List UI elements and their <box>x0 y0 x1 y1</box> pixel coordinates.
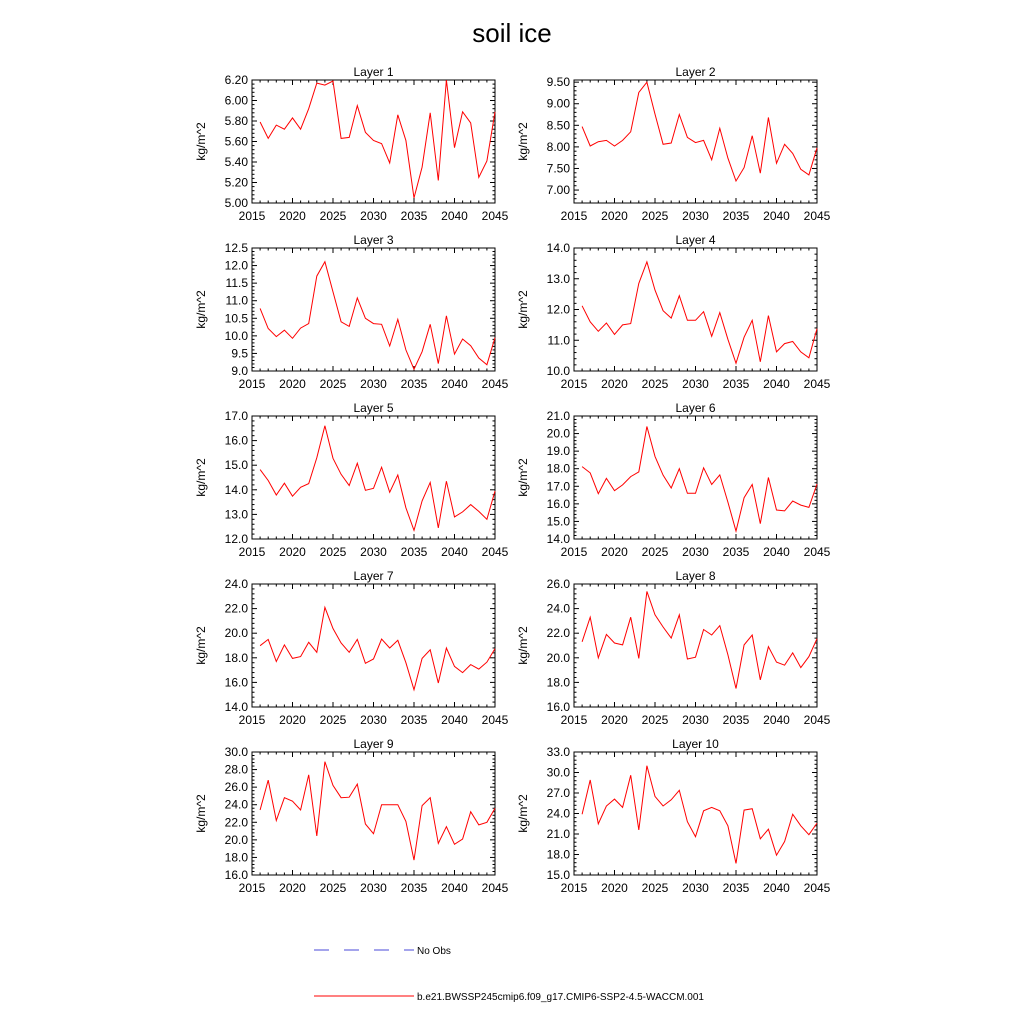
x-tick-label: 2040 <box>441 881 468 895</box>
x-tick-label: 2025 <box>641 545 669 559</box>
plot-frame <box>252 584 495 707</box>
panel-title: Layer 8 <box>675 569 716 583</box>
y-tick-label: 30.0 <box>546 765 570 780</box>
x-tick-label: 2040 <box>441 713 468 727</box>
y-tick-label: 16.0 <box>546 496 570 511</box>
x-tick-label: 2045 <box>803 209 831 223</box>
series-line <box>260 426 495 531</box>
y-axis-label: kg/m^2 <box>516 626 530 665</box>
y-tick-label: 10.0 <box>224 328 248 343</box>
y-tick-label: 33.0 <box>546 745 570 759</box>
x-tick-label: 2040 <box>441 209 468 223</box>
x-tick-label: 2020 <box>601 377 628 391</box>
x-tick-label: 2035 <box>400 209 428 223</box>
x-tick-label: 2030 <box>360 881 387 895</box>
y-axis-label: kg/m^2 <box>194 794 208 833</box>
y-tick-label: 14.0 <box>546 532 570 546</box>
y-axis-label: kg/m^2 <box>194 290 208 329</box>
x-tick-label: 2015 <box>238 377 266 391</box>
y-tick-label: 20.0 <box>224 832 248 847</box>
series-line <box>582 427 817 532</box>
y-tick-label: 5.60 <box>224 134 248 149</box>
series-line <box>260 80 495 198</box>
x-tick-label: 2030 <box>360 377 387 391</box>
x-tick-label: 2045 <box>481 209 509 223</box>
y-axis-label: kg/m^2 <box>516 122 530 161</box>
x-tick-label: 2040 <box>763 881 790 895</box>
y-axis-label: kg/m^2 <box>194 458 208 497</box>
y-tick-label: 5.00 <box>224 196 248 210</box>
y-tick-label: 26.0 <box>224 780 248 795</box>
y-tick-label: 13.0 <box>546 271 570 286</box>
y-tick-label: 28.0 <box>224 762 248 777</box>
y-tick-label: 6.20 <box>224 73 248 87</box>
y-tick-label: 18.0 <box>546 847 570 862</box>
y-tick-label: 21.0 <box>546 409 570 423</box>
panel-layer-5 <box>194 401 509 559</box>
y-tick-label: 17.0 <box>224 409 248 423</box>
x-tick-label: 2040 <box>763 713 790 727</box>
y-tick-label: 9.50 <box>546 75 570 90</box>
y-tick-label: 16.0 <box>546 700 570 714</box>
y-tick-label: 5.80 <box>224 114 248 128</box>
x-tick-label: 2020 <box>279 881 306 895</box>
x-tick-label: 2025 <box>641 209 669 223</box>
x-tick-label: 2020 <box>601 209 628 223</box>
y-tick-label: 8.00 <box>546 139 570 154</box>
plot-frame <box>574 80 817 203</box>
x-tick-label: 2035 <box>722 713 750 727</box>
y-tick-label: 14.0 <box>546 241 570 255</box>
y-tick-label: 20.0 <box>546 426 570 441</box>
panel-layer-2 <box>516 65 831 223</box>
panels-group <box>194 65 831 895</box>
panel-title: Layer 6 <box>675 401 716 415</box>
y-tick-label: 6.00 <box>224 93 248 108</box>
y-tick-label: 20.0 <box>546 650 570 665</box>
series-line <box>582 262 817 364</box>
x-tick-label: 2030 <box>360 545 387 559</box>
y-tick-label: 26.0 <box>546 577 570 591</box>
x-tick-label: 2045 <box>481 881 509 895</box>
x-tick-label: 2020 <box>279 377 306 391</box>
legend <box>314 946 704 1003</box>
plot-frame <box>252 416 495 539</box>
x-tick-label: 2020 <box>279 713 306 727</box>
y-tick-label: 16.0 <box>224 433 248 448</box>
y-tick-label: 24.0 <box>224 797 248 812</box>
y-tick-label: 24.0 <box>224 577 248 591</box>
x-tick-label: 2040 <box>763 377 790 391</box>
x-tick-label: 2045 <box>803 881 831 895</box>
y-axis-label: kg/m^2 <box>194 122 208 161</box>
x-tick-label: 2015 <box>560 713 588 727</box>
y-tick-label: 7.00 <box>546 183 570 198</box>
x-tick-label: 2045 <box>481 377 509 391</box>
y-tick-label: 15.0 <box>224 458 248 473</box>
y-tick-label: 12.0 <box>224 258 248 273</box>
panel-title: Layer 5 <box>353 401 394 415</box>
plot-frame <box>574 584 817 707</box>
y-tick-label: 12.0 <box>546 302 570 317</box>
y-tick-label: 22.0 <box>224 815 248 830</box>
panel-title: Layer 4 <box>675 233 716 247</box>
panel-layer-10 <box>516 737 831 895</box>
y-tick-label: 18.0 <box>546 675 570 690</box>
x-tick-label: 2025 <box>319 545 347 559</box>
panel-layer-6 <box>516 401 831 559</box>
x-tick-label: 2040 <box>763 545 790 559</box>
x-tick-label: 2020 <box>279 209 306 223</box>
x-tick-label: 2045 <box>803 713 831 727</box>
y-tick-label: 15.0 <box>546 514 570 529</box>
x-tick-label: 2035 <box>400 881 428 895</box>
x-tick-label: 2045 <box>803 377 831 391</box>
x-tick-label: 2025 <box>319 713 347 727</box>
panel-layer-9 <box>194 737 509 895</box>
x-tick-label: 2035 <box>722 545 750 559</box>
x-tick-label: 2015 <box>560 377 588 391</box>
x-tick-label: 2015 <box>238 881 266 895</box>
panel-title: Layer 2 <box>675 65 716 79</box>
plot-frame <box>574 416 817 539</box>
series-line <box>582 82 817 181</box>
y-tick-label: 24.0 <box>546 806 570 821</box>
x-tick-label: 2015 <box>238 545 266 559</box>
x-tick-label: 2030 <box>360 713 387 727</box>
x-tick-label: 2035 <box>722 209 750 223</box>
figure-title: soil ice <box>472 18 552 48</box>
y-tick-label: 20.0 <box>224 626 248 641</box>
y-tick-label: 14.0 <box>224 482 248 497</box>
y-tick-label: 5.40 <box>224 155 248 169</box>
y-tick-label: 9.0 <box>231 364 248 378</box>
y-tick-label: 16.0 <box>224 675 248 690</box>
x-tick-label: 2030 <box>682 881 709 895</box>
plot-frame <box>574 752 817 875</box>
x-tick-label: 2025 <box>641 713 669 727</box>
series-line <box>260 762 495 860</box>
x-tick-label: 2030 <box>682 545 709 559</box>
plot-frame <box>252 80 495 203</box>
y-tick-label: 10.5 <box>224 311 248 326</box>
series-line <box>260 607 495 689</box>
x-tick-label: 2035 <box>400 377 428 391</box>
y-axis-label: kg/m^2 <box>516 794 530 833</box>
y-tick-label: 12.5 <box>224 241 248 255</box>
y-tick-label: 19.0 <box>546 444 570 459</box>
y-axis-label: kg/m^2 <box>516 290 530 329</box>
panel-layer-4 <box>516 233 831 391</box>
y-tick-label: 5.20 <box>224 175 248 190</box>
y-tick-label: 8.50 <box>546 118 570 133</box>
x-tick-label: 2045 <box>481 545 509 559</box>
panel-title: Layer 10 <box>672 737 719 751</box>
plot-frame <box>252 248 495 371</box>
y-tick-label: 16.0 <box>224 868 248 882</box>
y-tick-label: 30.0 <box>224 745 248 759</box>
y-tick-label: 11.0 <box>225 293 248 308</box>
legend-no-obs-label: No Obs <box>417 946 451 957</box>
y-tick-label: 22.0 <box>546 626 570 641</box>
y-tick-label: 27.0 <box>546 786 570 800</box>
x-tick-label: 2030 <box>682 713 709 727</box>
panel-layer-1 <box>194 65 509 223</box>
panel-layer-3 <box>194 233 509 391</box>
x-tick-label: 2020 <box>601 713 628 727</box>
x-tick-label: 2030 <box>360 209 387 223</box>
y-tick-label: 14.0 <box>224 700 248 714</box>
x-tick-label: 2040 <box>763 209 790 223</box>
x-tick-label: 2025 <box>641 377 669 391</box>
panel-title: Layer 9 <box>353 737 394 751</box>
x-tick-label: 2035 <box>722 881 750 895</box>
x-tick-label: 2025 <box>641 881 669 895</box>
y-tick-label: 24.0 <box>546 601 570 616</box>
y-tick-label: 12.0 <box>224 532 248 546</box>
panel-title: Layer 3 <box>353 233 394 247</box>
y-tick-label: 10.0 <box>546 364 570 378</box>
y-tick-label: 22.0 <box>224 601 248 616</box>
x-tick-label: 2030 <box>682 377 709 391</box>
x-tick-label: 2030 <box>682 209 709 223</box>
legend-model-label: b.e21.BWSSP245cmip6.f09_g17.CMIP6-SSP2-4.5-WACCM.001 <box>417 992 704 1003</box>
x-tick-label: 2015 <box>238 209 266 223</box>
plot-frame <box>252 752 495 875</box>
y-tick-label: 18.0 <box>546 461 570 476</box>
series-line <box>260 262 495 370</box>
x-tick-label: 2015 <box>560 209 588 223</box>
x-tick-label: 2020 <box>601 881 628 895</box>
x-tick-label: 2015 <box>560 881 588 895</box>
x-tick-label: 2035 <box>722 377 750 391</box>
plot-frame <box>574 248 817 371</box>
x-tick-label: 2040 <box>441 545 468 559</box>
x-tick-label: 2045 <box>481 713 509 727</box>
series-line <box>582 591 817 688</box>
panel-layer-7 <box>194 569 509 727</box>
x-tick-label: 2015 <box>238 713 266 727</box>
y-tick-label: 9.5 <box>231 346 248 361</box>
y-tick-label: 11.5 <box>225 276 248 291</box>
x-tick-label: 2040 <box>441 377 468 391</box>
y-tick-label: 21.0 <box>546 827 570 841</box>
x-tick-label: 2020 <box>279 545 306 559</box>
x-tick-label: 2035 <box>400 713 428 727</box>
y-tick-label: 15.0 <box>546 868 570 882</box>
x-tick-label: 2020 <box>601 545 628 559</box>
x-tick-label: 2015 <box>560 545 588 559</box>
y-axis-label: kg/m^2 <box>516 458 530 497</box>
y-tick-label: 11.0 <box>547 333 570 348</box>
x-tick-label: 2045 <box>803 545 831 559</box>
x-tick-label: 2025 <box>319 881 347 895</box>
x-tick-label: 2025 <box>319 377 347 391</box>
y-tick-label: 9.00 <box>546 96 570 111</box>
panel-title: Layer 7 <box>353 569 394 583</box>
y-tick-label: 18.0 <box>224 850 248 865</box>
y-tick-label: 13.0 <box>224 507 248 522</box>
y-axis-label: kg/m^2 <box>194 626 208 665</box>
series-line <box>582 766 817 864</box>
panel-layer-8 <box>516 569 831 727</box>
y-tick-label: 18.0 <box>224 650 248 665</box>
x-tick-label: 2035 <box>400 545 428 559</box>
panel-title: Layer 1 <box>353 65 394 79</box>
y-tick-label: 7.50 <box>546 161 570 176</box>
x-tick-label: 2025 <box>319 209 347 223</box>
y-tick-label: 17.0 <box>546 479 570 494</box>
